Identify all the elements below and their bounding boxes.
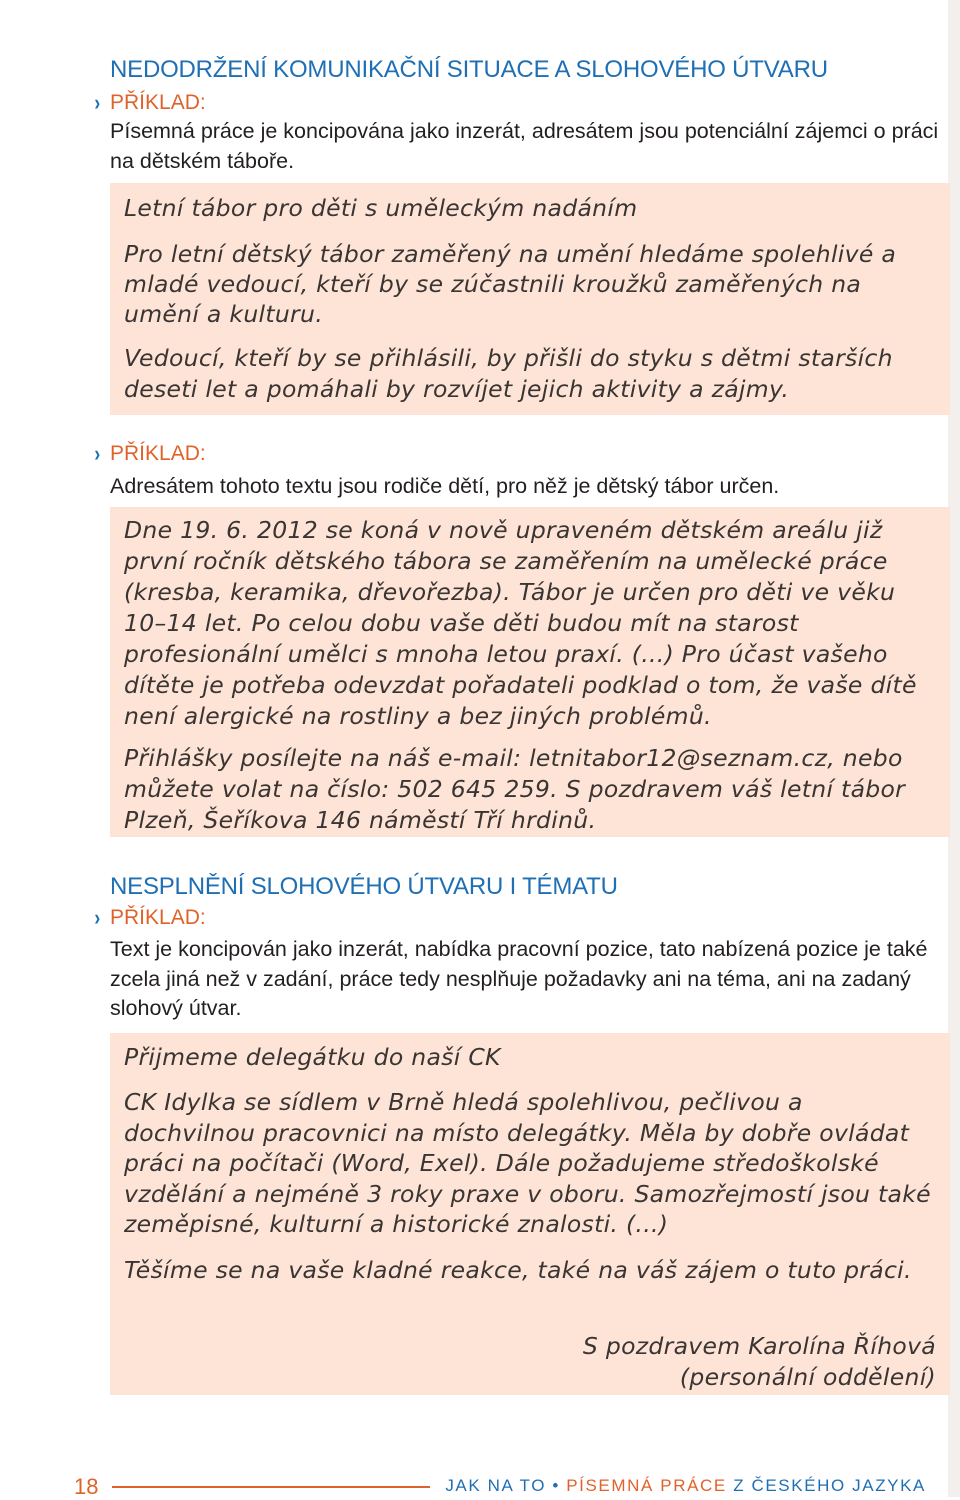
handwritten-sample-box	[110, 507, 950, 837]
footer-divider	[112, 1486, 430, 1488]
footer-title-part: JAK NA TO •	[445, 1476, 560, 1495]
sample-paragraph: Přihlášky posílejte na náš e-mail: letnitabor12@seznam.cz, nebo můžete volat na číslo: 502 645 259. S pozdravem váš letní tábor Plzeň, Šeříkova 146 náměstí Tří hrdinů.	[124, 744, 906, 834]
page-number: 18	[74, 1474, 99, 1499]
handwritten-sample-box	[110, 1033, 950, 1395]
signature-name: S pozdravem Karolína Říhová	[582, 1332, 936, 1360]
sample-title: Letní tábor pro děti s uměleckým nadáním	[124, 194, 638, 222]
example-description: Písemná práce je koncipována jako inzerát, adresátem jsou potenciální zájemci o práci na dětském táboře.	[110, 119, 939, 173]
sample-paragraph: Vedoucí, kteří by se přihlásili, by přišli do styku s dětmi starších deseti let a pomáhali by rozvíjet jejich aktivity a zájmy.	[124, 344, 893, 403]
sample-paragraph: Dne 19. 6. 2012 se koná v nově upraveném dětském areálu již první ročník dětského tábora se zaměřením na umělecké práce (kresba, keramika, dřevořezba). Tábor je určen pro děti ve věku 10–14 let. Po celou dobu vaše děti budou mít na starost profesionální umělci s mnoha letou praxí. (...) Pro účast vašeho dítěte je potřeba odevzdat pořadateli podklad o tom, že vaše dítě není alergické na rostliny a bez jiných problémů.	[124, 516, 917, 730]
sample-paragraph: Těšíme se na vaše kladné reakce, také na váš zájem o tuto práci.	[124, 1256, 912, 1284]
example-description: Text je koncipován jako inzerát, nabídka pracovní pozice, tato nabízená pozice je také zcela jiná než v zadání, práce tedy nesplňuje požadavky ani na téma, ani na zadaný slohový útvar.	[110, 937, 928, 1020]
example-label: PŘÍKLAD:	[110, 906, 206, 929]
sample-paragraph: CK Idylka se sídlem v Brně hledá spolehlivou, pečlivou a dochvilnou pracovnici na místo delegátky. Měla by dobře ovládat práci na počítači (Word, Exel). Dále požadujeme středoškolské vzdělání a nejméně 3 roky praxe v oboru. Samozřejmostí jsou také zeměpisné, kulturní a historické znalosti. (...)	[124, 1088, 931, 1238]
chevron-right-icon: ›	[94, 441, 101, 466]
example-label: PŘÍKLAD:	[110, 91, 206, 114]
example-description: Adresátem tohoto textu jsou rodiče dětí, pro něž je dětský tábor určen.	[110, 474, 780, 498]
section-heading-communication: NEDODRŽENÍ KOMUNIKAČNÍ SITUACE A SLOHOVÉHO ÚTVARU	[110, 56, 828, 83]
section-heading-topic: NESPLNĚNÍ SLOHOVÉHO ÚTVARU I TÉMATU	[110, 873, 618, 900]
example-label: PŘÍKLAD:	[110, 442, 206, 465]
footer-title-highlight: PÍSEMNÁ PRÁCE	[566, 1476, 727, 1495]
example-label-row	[93, 89, 206, 117]
footer-title-part: Z ČESKÉHO JAZYKA	[733, 1476, 926, 1495]
chevron-right-icon: ›	[94, 90, 101, 115]
sample-paragraph: Pro letní dětský tábor zaměřený na umění hledáme spolehlivé a mladé vedoucí, kteří by se zúčastnili kroužků zaměřených na umění a kulturu.	[124, 240, 897, 328]
footer-title	[445, 1476, 926, 1496]
chevron-right-icon: ›	[94, 905, 101, 930]
example-label-row	[93, 440, 206, 468]
sample-title: Přijmeme delegátku do naší CK	[124, 1043, 501, 1071]
signature-department: (personální oddělení)	[679, 1363, 936, 1391]
handwritten-sample-box	[110, 183, 950, 415]
example-label-row	[93, 904, 206, 932]
